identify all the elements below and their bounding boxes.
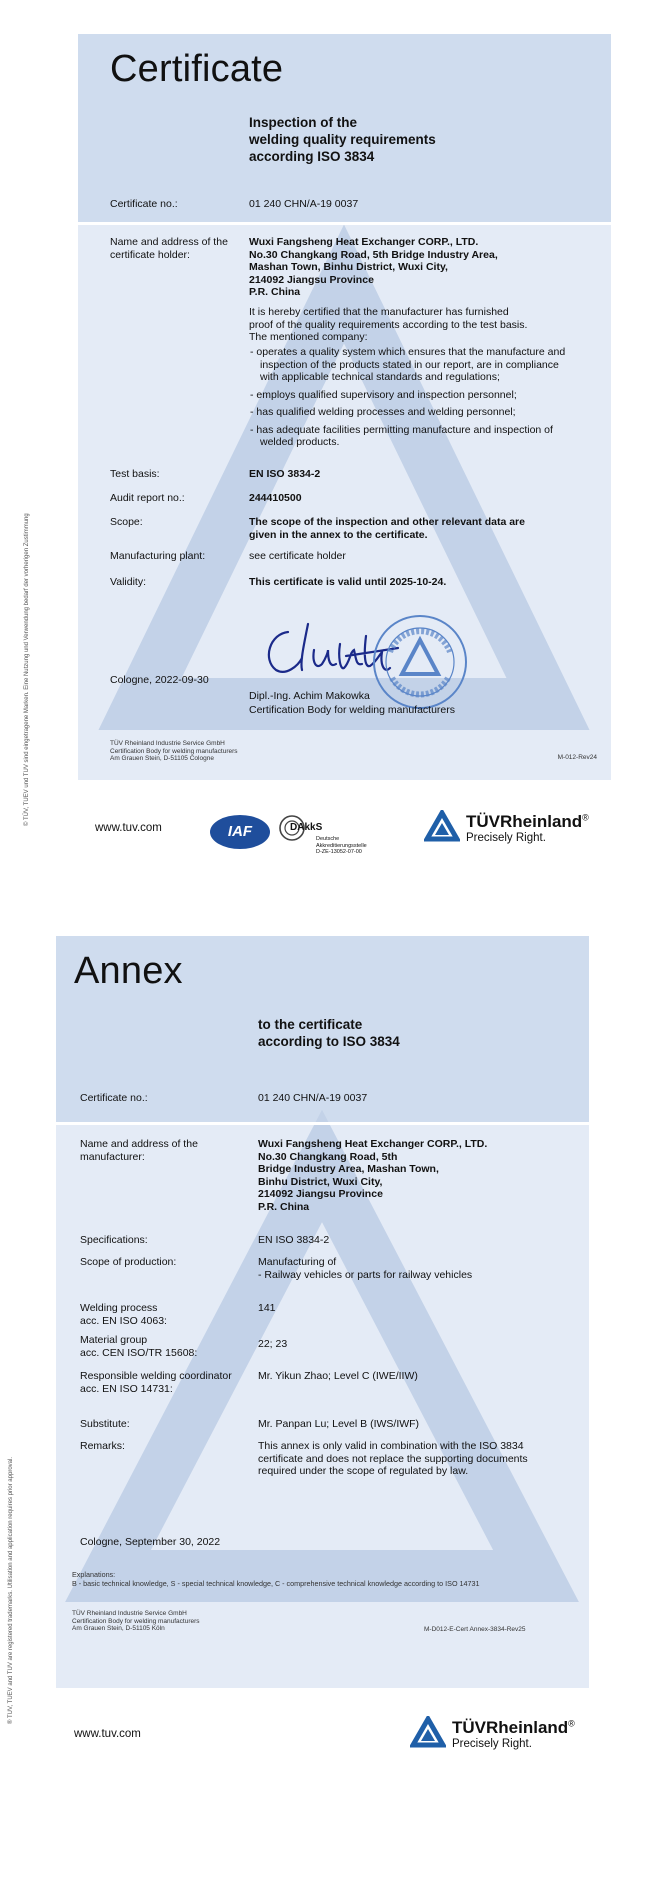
website-link[interactable]: www.tuv.com [95, 822, 162, 834]
remarks-label: Remarks: [80, 1440, 125, 1452]
cert-no-label: Certificate no.: [110, 198, 178, 210]
dakks-name: DAkkS [290, 822, 323, 833]
website-link[interactable]: www.tuv.com [74, 1728, 141, 1740]
remarks-value: This annex is only valid in combination with the ISO 3834 certificate and does not replace the supporting documents required under the scope of regulated by law. [258, 1440, 528, 1477]
place-date: Cologne, 2022-09-30 [110, 674, 209, 686]
scope-label: Scope: [110, 516, 143, 528]
scope-production-value: Manufacturing of - Railway vehicles or parts for railway vehicles [258, 1256, 473, 1281]
list-item: - has adequate facilities permitting manufacture and inspection of welded products. [250, 423, 553, 448]
cert-no-value: 01 240 CHN/A-19 0037 [249, 198, 359, 210]
certificate-subtitle: Inspection of the welding quality requirements according ISO 3834 [249, 115, 436, 164]
manufacturer-label: Name and address of the manufacturer: [80, 1138, 198, 1163]
requirements-list [249, 346, 569, 454]
audit-value: 244410500 [249, 492, 302, 504]
manufacturer-value: Wuxi Fangsheng Heat Exchanger CORP., LTD. No.30 Changkang Road, 5th Bridge Industry Area, Mashan Town, Binhu District, Wuxi City, 214092 Jiangsu Province P.R. China [258, 1138, 488, 1213]
coordinator-value: Mr. Yikun Zhao; Level C (IWE/IIW) [258, 1370, 418, 1382]
tuv-triangle-icon [424, 810, 460, 842]
substitute-value: Mr. Panpan Lu; Level B (IWS/IWF) [258, 1418, 420, 1430]
plant-value: see certificate holder [249, 550, 346, 562]
holder-value: Wuxi Fangsheng Heat Exchanger CORP., LTD. No.30 Changkang Road, 5th Bridge Industry Area, Mashan Town, Binhu District, Wuxi City, 214092 Jiangsu Province P.R. China [249, 236, 498, 298]
annex-page [56, 936, 589, 1688]
coordinator-label: Responsible welding coordinator acc. EN ISO 14731: [80, 1370, 232, 1395]
annex-place-date: Cologne, September 30, 2022 [80, 1536, 221, 1548]
tuv-seal-stamp [370, 612, 470, 712]
signatory-role: Certification Body for welding manufacturers [249, 704, 456, 716]
tuv-brand-name: TÜVRheinland® [452, 1718, 575, 1737]
header-separator [56, 1122, 589, 1125]
certified-text: It is hereby certified that the manufacturer has furnished proof of the quality requirements according to the test basis. The mentioned company: [249, 306, 528, 343]
test-basis-value: EN ISO 3834-2 [249, 468, 321, 480]
form-code: M-012-Rev24 [557, 754, 597, 761]
tuv-slogan: Precisely Right. [452, 1738, 532, 1750]
trademark-note-2: ® TUV, TUEV and TUV are registered trademarks. Utilisation and application requires prior approval. [8, 1457, 14, 1724]
scope-value: The scope of the inspection and other relevant data are given in the annex to the certificate. [249, 516, 525, 541]
annex-footer-company: TÜV Rheinland Industrie Service GmbH Certification Body for welding manufacturers Am Grauen Stein, D-51105 Köln [72, 1610, 200, 1632]
material-group-value: 22; 23 [258, 1338, 288, 1350]
spec-value: EN ISO 3834-2 [258, 1234, 330, 1246]
welding-process-value: 141 [258, 1302, 276, 1314]
annex-cert-no-value: 01 240 CHN/A-19 0037 [258, 1092, 368, 1104]
plant-label: Manufacturing plant: [110, 550, 206, 562]
tuv-triangle-icon [410, 1716, 446, 1748]
iaf-logo: IAF [210, 815, 270, 849]
list-item: - has qualified welding processes and welding personnel; [250, 406, 516, 418]
tuv-slogan: Precisely Right. [466, 832, 546, 844]
validity-value: This certificate is valid until 2025-10-24. [249, 576, 447, 588]
footer-company: TÜV Rheinland Industrie Service GmbH Certification Body for welding manufacturers Am Grauen Stein, D-51105 Cologne [110, 740, 238, 762]
scope-production-label: Scope of production: [80, 1256, 177, 1268]
annex-cert-no-label: Certificate no.: [80, 1092, 148, 1104]
tuv-brand-name: TÜVRheinland® [466, 812, 589, 831]
annex-title: Annex [74, 950, 183, 992]
list-item: - employs qualified supervisory and inspection personnel; [250, 388, 517, 401]
annex-subtitle: to the certificate according to ISO 3834 [258, 1017, 400, 1049]
signatory-name: Dipl.-Ing. Achim Makowka [249, 690, 370, 702]
header-separator [78, 222, 611, 225]
annex-form-code: M-D012-E-Cert Annex-3834-Rev25 [424, 1626, 526, 1633]
spec-label: Specifications: [80, 1234, 148, 1246]
audit-label: Audit report no.: [110, 492, 185, 504]
list-item: - operates a quality system which ensures that the manufacture and inspection of the products stated in our report, are in compliance with applicable technical standards and regulations; [250, 346, 566, 383]
holder-label: Name and address of the certificate holder: [110, 236, 228, 261]
dakks-sub: Deutsche Akkreditierungsstelle D-ZE-13052-07-00 [316, 836, 367, 855]
substitute-label: Substitute: [80, 1418, 130, 1430]
certificate-title: Certificate [110, 48, 284, 90]
trademark-note-1: © TÜV, TUEV und TUV sind eingetragene Marken. Eine Nutzung und Verwendung bedarf der vorherigen Zustimmung [24, 513, 30, 826]
explanations: Explanations: B - basic technical knowledge, S - special technical knowledge, C - comprehensive technical knowledge according to ISO 14731 [72, 1570, 480, 1588]
validity-label: Validity: [110, 576, 146, 588]
material-group-label: Material group acc. CEN ISO/TR 15608: [80, 1334, 198, 1359]
certificate-page [78, 34, 611, 780]
welding-process-label: Welding process acc. EN ISO 4063: [80, 1302, 167, 1327]
test-basis-label: Test basis: [110, 468, 160, 480]
